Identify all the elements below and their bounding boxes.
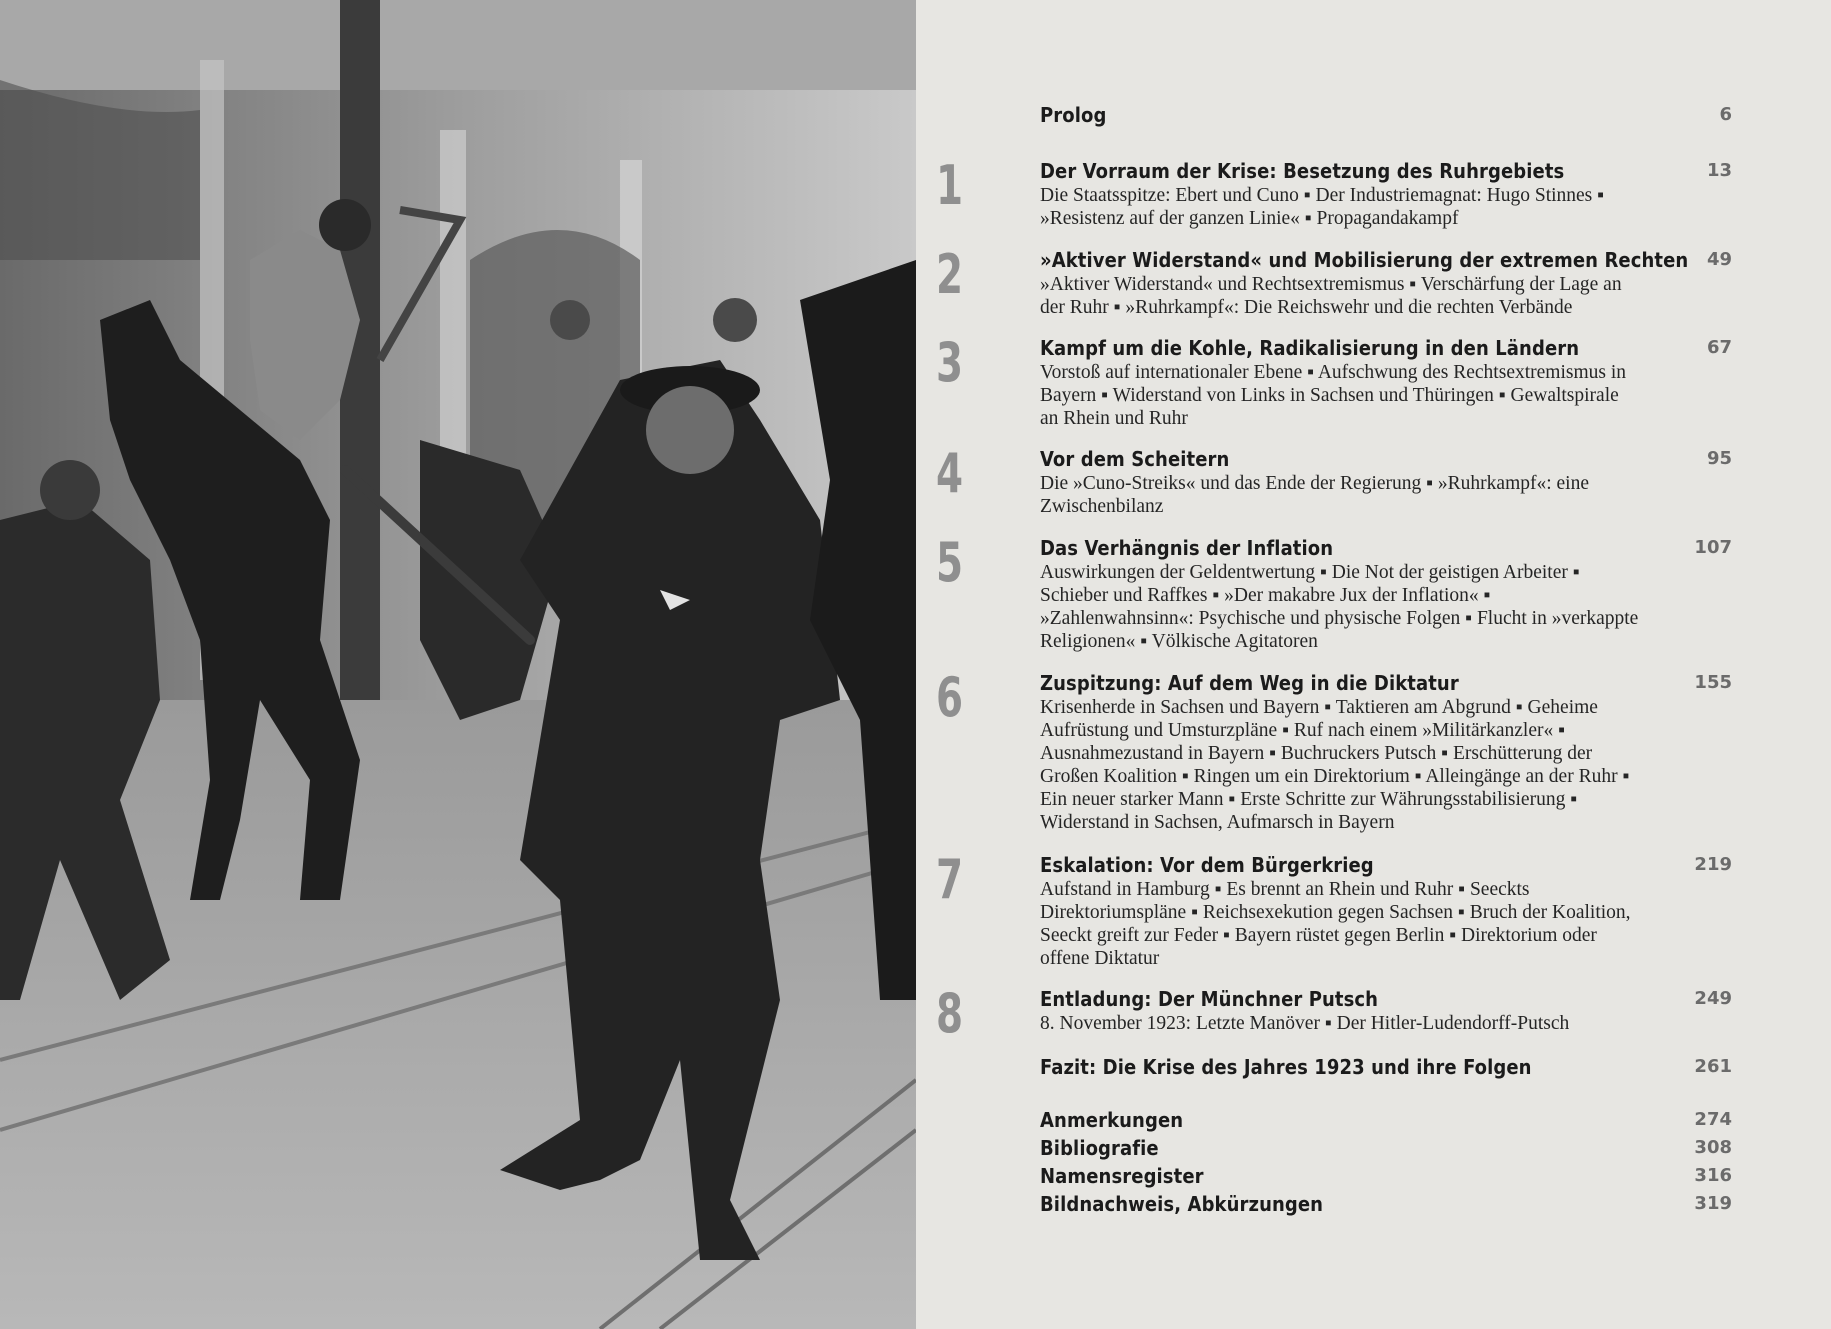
toc-page-number: 274 bbox=[1694, 1109, 1732, 1130]
chapter-number: 3 bbox=[936, 331, 964, 394]
chapter-description: Die Staatsspitze: Ebert und Cuno ▪ Der Industriemagnat: Hugo Stinnes ▪ »Resistenz auf der ganzen Linie« ▪ Propagandakampf bbox=[1040, 185, 1605, 229]
toc-page-number: 319 bbox=[1694, 1193, 1732, 1214]
toc-entry-bildnachweis[interactable] bbox=[1040, 1190, 1732, 1218]
chapter-number: 8 bbox=[936, 982, 964, 1045]
toc-page-number: 155 bbox=[1694, 672, 1732, 693]
toc-title: Anmerkungen bbox=[1040, 1108, 1184, 1132]
toc-entry-namensregister[interactable] bbox=[1040, 1162, 1732, 1190]
toc-chapter-8[interactable] bbox=[936, 982, 1732, 1045]
chapter-title: Vor dem Scheitern bbox=[1040, 447, 1230, 471]
toc-page-number: 107 bbox=[1694, 537, 1732, 558]
chapter-number: 1 bbox=[936, 154, 964, 217]
chapter-title: Kampf um die Kohle, Radikalisierung in den Ländern bbox=[1040, 336, 1580, 360]
table-of-contents bbox=[936, 0, 1740, 1329]
toc-title: Bildnachweis, Abkürzungen bbox=[1040, 1192, 1324, 1216]
chapter-number: 2 bbox=[936, 243, 964, 306]
chapter-title: Das Verhängnis der Inflation bbox=[1040, 536, 1334, 560]
chapter-title: Eskalation: Vor dem Bürgerkrieg bbox=[1040, 853, 1374, 877]
toc-entry-bibliografie[interactable] bbox=[1040, 1134, 1732, 1162]
toc-entry-prolog[interactable] bbox=[1040, 102, 1732, 128]
chapter-number: 6 bbox=[936, 666, 964, 729]
toc-chapter-4[interactable] bbox=[936, 442, 1732, 518]
toc-page-number: 308 bbox=[1694, 1137, 1732, 1158]
toc-title: Namensregister bbox=[1040, 1164, 1204, 1188]
toc-page-number: 249 bbox=[1694, 988, 1732, 1009]
toc-title: Fazit: Die Krise des Jahres 1923 und ihre Folgen bbox=[1040, 1055, 1532, 1079]
chapter-title: Entladung: Der Münchner Putsch bbox=[1040, 987, 1379, 1011]
toc-page-number: 6 bbox=[1719, 104, 1732, 125]
toc-chapter-1[interactable] bbox=[936, 154, 1732, 230]
chapter-title: »Aktiver Widerstand« und Mobilisierung der extremen Rechten bbox=[1040, 248, 1689, 272]
chapter-description: Krisenherde in Sachsen und Bayern ▪ Taktieren am Abgrund ▪ Geheime Aufrüstung und Umsturzpläne ▪ Ruf nach einem »Militärkanzler« ▪ Ausnahmezustand in Bayern ▪ Buchruckers Putsch ▪ Erschütterung der Großen Koalition ▪ Ringen um ein Direktorium ▪ Alleingänge an der Ruhr ▪ Ein neuer starker Mann ▪ Erste Schritte zur Währungsstabilisierung ▪ Widerstand in Sachsen, Aufmarsch in Bayern bbox=[1040, 697, 1630, 833]
toc-title: Bibliografie bbox=[1040, 1136, 1159, 1160]
chapter-description: Auswirkungen der Geldentwertung ▪ Die Not der geistigen Arbeiter ▪ Schieber und Raffkes ▪ »Der makabre Jux der Inflation« ▪ »Zahlenwahnsinn«: Psychische und physische Folgen ▪ Flucht in »verkappte Religionen« ▪ Völkische Agitatoren bbox=[1040, 562, 1639, 652]
toc-chapter-6[interactable] bbox=[936, 666, 1732, 834]
toc-entry-fazit[interactable] bbox=[1040, 1054, 1732, 1080]
toc-chapter-3[interactable] bbox=[936, 331, 1732, 430]
toc-page-number: 49 bbox=[1706, 249, 1732, 270]
toc-chapter-7[interactable] bbox=[936, 848, 1732, 970]
toc-chapter-5[interactable] bbox=[936, 531, 1732, 653]
chapter-number: 5 bbox=[936, 531, 964, 594]
toc-page-number: 95 bbox=[1706, 448, 1732, 469]
chapter-description: 8. November 1923: Letzte Manöver ▪ Der Hitler-Ludendorff-Putsch bbox=[1040, 1013, 1570, 1034]
toc-title: Prolog bbox=[1040, 103, 1107, 127]
chapter-description: »Aktiver Widerstand« und Rechtsextremismus ▪ Verschärfung der Lage an der Ruhr ▪ »Ruhrkampf«: Die Reichswehr und die rechten Verbände bbox=[1040, 274, 1622, 318]
toc-page-number: 219 bbox=[1694, 854, 1732, 875]
toc-entry-anmerkungen[interactable] bbox=[1040, 1106, 1732, 1134]
toc-page-number: 261 bbox=[1694, 1056, 1732, 1077]
chapter-title: Zuspitzung: Auf dem Weg in die Diktatur bbox=[1040, 671, 1459, 695]
toc-page-number: 13 bbox=[1706, 160, 1732, 181]
chapter-number: 7 bbox=[936, 848, 964, 911]
chapter-number: 4 bbox=[936, 442, 964, 505]
toc-page-number: 67 bbox=[1706, 337, 1732, 358]
chapter-description: Die »Cuno-Streiks« und das Ende der Regierung ▪ »Ruhrkampf«: eine Zwischenbilanz bbox=[1040, 473, 1590, 517]
chapter-title: Der Vorraum der Krise: Besetzung des Ruhrgebiets bbox=[1040, 159, 1565, 183]
toc-chapter-2[interactable] bbox=[936, 243, 1732, 319]
toc-page-number: 316 bbox=[1694, 1165, 1732, 1186]
chapter-description: Aufstand in Hamburg ▪ Es brennt an Rhein und Ruhr ▪ Seeckts Direktoriumspläne ▪ Reichsexekution gegen Sachsen ▪ Bruch der Koalition, Seeckt greift zur Feder ▪ Bayern rüstet gegen Berlin ▪ Direktorium oder offene Diktatur bbox=[1040, 879, 1631, 969]
chapter-description: Vorstoß auf internationaler Ebene ▪ Aufschwung des Rechtsextremismus in Bayern ▪ Widerstand von Links in Sachsen und Thüringen ▪ Gewaltspirale an Rhein und Ruhr bbox=[1040, 362, 1627, 429]
